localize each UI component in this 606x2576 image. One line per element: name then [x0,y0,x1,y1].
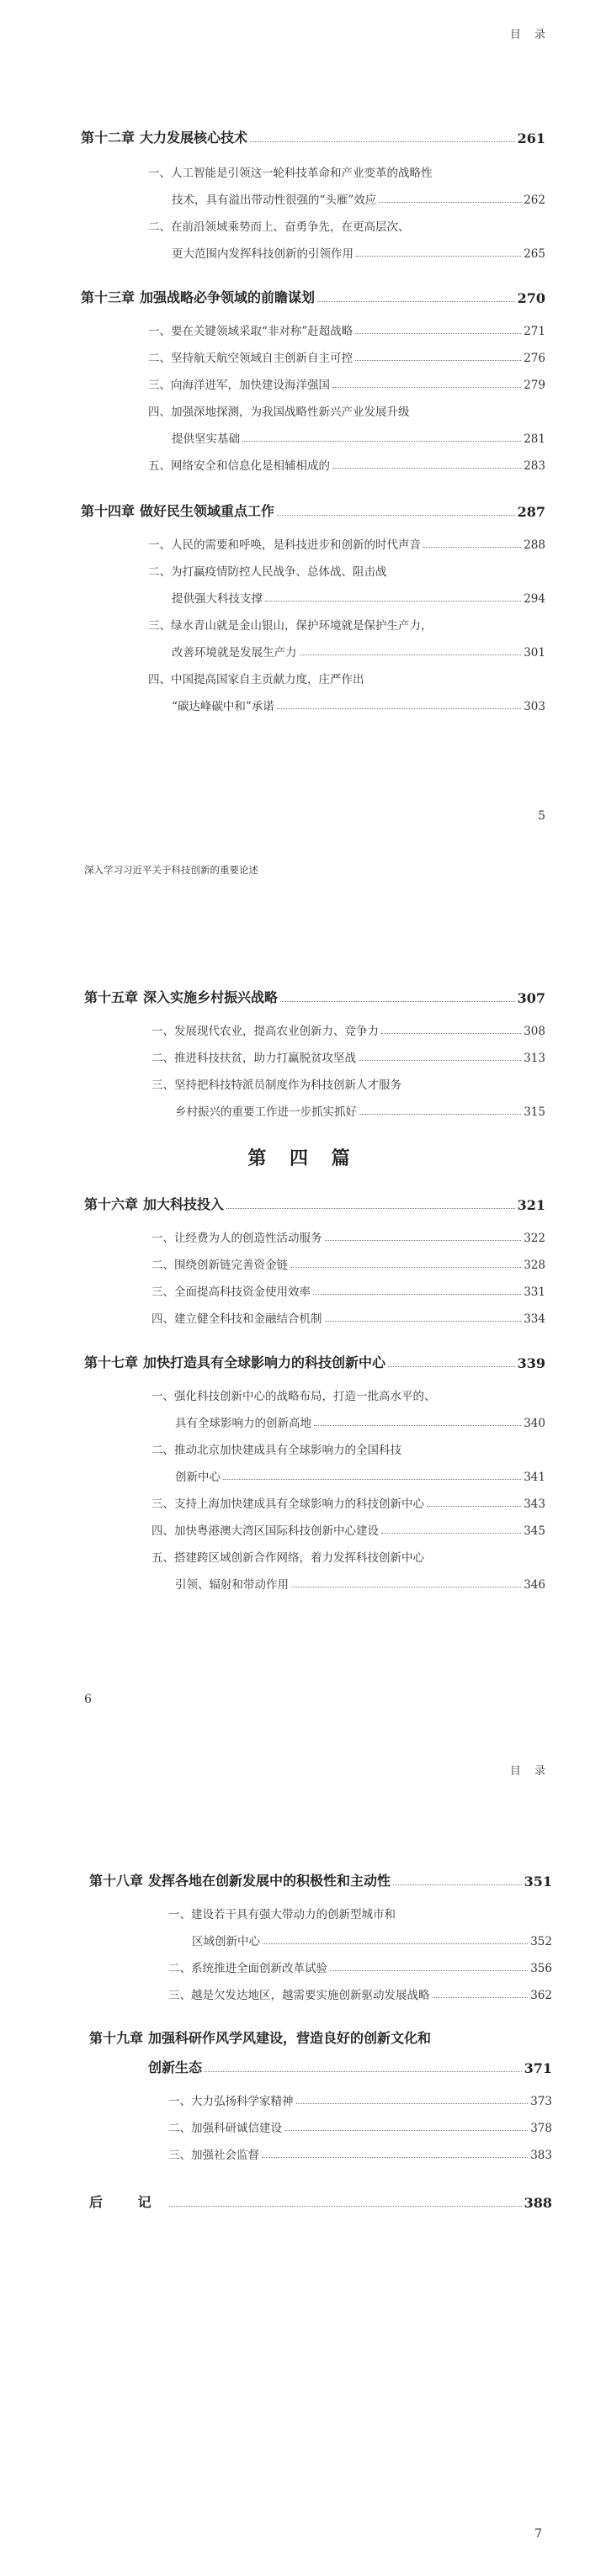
page-ref: 328 [524,1259,545,1272]
toc-section[interactable] [152,1073,545,1092]
toc-section[interactable] [148,454,545,473]
leader-dots [423,547,521,548]
chapter-title: 加强科研作风学风建设，营造良好的创新文化和 [148,2030,432,2046]
section-title: 四、加快粤港澳大湾区国际科技创新中心建设 [152,1524,379,1538]
leader-dots [330,1970,528,1971]
section-title: 二、为打赢疫情防控人民战争、总体战、阻击战 [148,565,387,579]
leader-dots [169,2206,522,2207]
section-title: 三、向海洋进军，加快建设海洋强国 [148,379,330,392]
section-title: 一、大力弘扬科学家精神 [168,2095,294,2108]
leader-dots [284,2130,528,2131]
page-ref: 346 [524,1578,545,1592]
toc-section[interactable] [152,1227,545,1245]
toc-section[interactable] [168,1903,552,1921]
section-title-cont: 具有全球影响力的创新高地 [175,1417,311,1430]
page-ref: 340 [524,1417,545,1430]
section-title: 二、围绕创新链完善资金链 [152,1259,288,1272]
leader-dots [317,301,515,302]
toc-section-cont[interactable] [172,641,545,660]
chapter-label: 第十七章 [84,1354,139,1370]
page-ref: 265 [524,247,545,261]
leader-dots [325,1240,522,1241]
toc-section[interactable] [148,533,545,552]
toc-section[interactable] [148,668,545,686]
page-ref: 271 [524,325,545,338]
leader-dots [226,1208,515,1209]
toc-section[interactable] [148,614,545,633]
page-ref: 356 [530,1962,552,1975]
page-ref: 288 [524,538,545,552]
leader-dots [359,1114,521,1115]
section-title: 五、网络安全和信息化是相辅相成的 [148,459,330,473]
chapter-title: 加强战略必争领域的前瞻谋划 [140,289,316,305]
chapter-label: 第十二章 [81,130,136,146]
leader-dots [263,1943,528,1944]
section-title: 一、建设若干具有强大带动力的创新型城市和 [168,1908,396,1921]
chapter-title: 大力发展核心技术 [140,130,248,146]
section-title-cont: 更大范围内发挥科技创新的引领作用 [172,247,354,261]
leader-dots [388,1366,515,1367]
page-ref: 362 [530,1989,552,2002]
section-title: 四、中国提高国家自主贡献力度，庄严作出 [148,673,364,686]
section-title: 三、绿水青山就是金山银山，保护环境就是保护生产力， [148,619,433,633]
section-title: 三、全面提高科技资金使用效率 [152,1285,311,1299]
page-ref: 276 [524,352,545,365]
toc-section[interactable] [148,347,545,365]
toc-section[interactable] [152,1047,545,1065]
leader-dots [277,515,515,516]
toc-section-cont[interactable] [175,1412,545,1430]
section-title-cont: 提供坚实基础 [172,432,240,446]
section-title-cont: 引领、辐射和带动作用 [175,1578,289,1592]
toc-section[interactable] [148,162,545,180]
section-title: 三、坚持把科技特派员制度作为科技创新人才服务 [152,1079,401,1092]
section-title: 三、加强社会监督 [168,2149,259,2162]
page-ref: 383 [530,2149,552,2162]
chapter-label: 第十九章 [89,2030,144,2046]
leader-dots [381,1033,521,1034]
page-header: 目 录 [509,29,550,41]
toc-chapter-17[interactable] [84,1351,545,1371]
page-header: 目 录 [509,1765,550,1778]
toc-postscript[interactable] [89,2191,552,2211]
page-ref: 270 [517,290,545,306]
leader-dots [332,387,521,388]
running-head: 深入学习习近平关于科技创新的重要论述 [84,864,258,876]
chapter-title-cont: 创新生态 [148,2059,203,2075]
page-number: 6 [84,1693,92,1706]
section-title: 五、搭建跨区域创新合作网络，着力发挥科技创新中心 [152,1551,424,1565]
page-ref: 378 [530,2122,552,2135]
section-title-cont: 改善环境就是发展生产力 [172,646,297,660]
leader-dots [242,441,521,442]
page-ref: 262 [524,193,545,207]
toc-section-cont[interactable] [172,587,545,606]
toc-section[interactable] [152,1254,545,1272]
chapter-title: 发挥各地在创新发展中的积极性和主动性 [148,1873,391,1889]
leader-dots [296,2103,529,2104]
page-ref: 281 [524,432,545,446]
leader-dots [314,1425,521,1426]
section-title: 二、加强科研诚信建设 [168,2122,282,2135]
section-title: 一、强化科技创新中心的战略布局，打造一批高水平的、 [152,1390,436,1403]
toc-section[interactable] [168,2090,552,2108]
page-ref: 279 [524,379,545,392]
leader-dots [265,601,521,602]
leader-dots [393,1884,522,1885]
section-title: 一、人民的需要和呼唤，是科技进步和创新的时代声音 [148,538,421,552]
section-title-cont: 创新中心 [175,1471,221,1484]
leader-dots [313,1294,521,1295]
leader-dots [355,333,521,334]
page-ref: 334 [524,1312,545,1326]
section-title: 二、推动北京加快建成具有全球影响力的全国科技 [152,1444,401,1457]
leader-dots [433,1997,529,1998]
toc-section[interactable] [152,1519,545,1538]
page-ref: 388 [524,2195,552,2211]
section-title: 一、发展现代农业，提高农业创新力、竞争力 [152,1025,379,1038]
page-ref: 339 [517,1355,545,1371]
leader-dots [280,1001,515,1002]
section-title: 一、人工智能是引领这一轮科技革命和产业变革的战略性 [148,167,433,180]
page-ref: 321 [517,1197,545,1213]
leader-dots [427,1506,521,1507]
page-ref: 283 [524,459,545,473]
section-title: 一、要在关键领域采取“非对称”赶超战略 [148,325,354,338]
toc-chapter-18[interactable] [89,1869,552,1890]
chapter-title: 做好民生领域重点工作 [140,503,275,519]
page-number: 7 [534,2527,542,2541]
toc-section-cont[interactable] [172,695,545,713]
toc-section-cont[interactable] [175,1100,545,1119]
chapter-label: 第十三章 [81,289,136,305]
toc-section[interactable] [168,2117,552,2135]
leader-dots [332,468,521,469]
page-ref: 261 [517,130,545,146]
toc-chapter-12[interactable] [81,126,545,146]
postscript-label: 后 记 [89,2194,167,2210]
page-ref: 308 [524,1025,545,1038]
toc-chapter-15[interactable] [84,986,545,1006]
toc-chapter-16[interactable] [84,1193,545,1213]
toc-section-cont[interactable] [172,242,545,261]
page-ref: 343 [524,1497,545,1511]
section-title-cont: 乡村振兴的重要工作进一步抓实抓好 [175,1105,357,1119]
section-title: 三、越是欠发达地区，越需要实施创新驱动发展战略 [168,1989,430,2002]
chapter-label: 第十八章 [89,1873,144,1889]
toc-section[interactable] [152,1439,545,1457]
section-title: 四、建立健全科技和金融结合机制 [152,1312,322,1326]
section-title: 四、加强深地探测，为我国战略性新兴产业发展升级 [148,405,410,419]
leader-dots [250,141,515,142]
toc-section[interactable] [152,1307,545,1326]
page-ref: 345 [524,1524,545,1538]
toc-section[interactable] [152,1280,545,1299]
page-ref: 322 [524,1232,545,1245]
chapter-label: 第十六章 [84,1196,139,1212]
page-ref: 313 [524,1052,545,1065]
page-ref: 307 [517,990,545,1006]
chapter-label: 第十五章 [84,989,139,1005]
page-number: 5 [538,809,545,823]
toc-section[interactable] [168,1984,552,2002]
toc-section[interactable] [152,1546,545,1565]
section-title-cont: 提供强大科技支撑 [172,592,263,606]
section-title-cont: 区域创新中心 [192,1935,260,1948]
chapter-label: 第十四章 [81,503,136,519]
page-ref: 331 [524,1285,545,1299]
section-title: 二、坚持航天航空领域自主创新自主可控 [148,352,353,365]
toc-section-cont[interactable] [175,1573,545,1592]
toc-chapter-19-cont[interactable] [148,2056,552,2076]
page-ref: 301 [524,646,545,660]
page-ref: 341 [524,1471,545,1484]
leader-dots [290,1267,521,1268]
page-ref: 287 [517,504,545,520]
toc-section[interactable] [168,2144,552,2162]
toc-section[interactable] [148,215,545,234]
page-ref: 294 [524,592,545,606]
toc-section-cont[interactable] [175,1466,545,1484]
toc-chapter-13[interactable] [81,286,545,306]
page-ref: 373 [530,2095,552,2108]
page-ref: 315 [524,1105,545,1119]
toc-section-cont[interactable] [192,1930,552,1948]
toc-section[interactable] [148,400,545,419]
part-title: 第 四 篇 [247,1148,359,1169]
page-ref: 352 [530,1935,552,1948]
toc-section[interactable] [152,1020,545,1038]
leader-dots [355,360,521,361]
leader-dots [379,202,521,203]
section-title: 二、在前沿领域乘势而上、奋勇争先，在更高层次、 [148,220,410,234]
toc-section-cont[interactable] [172,427,545,446]
section-title-cont: “碳达峰碳中和”承诺 [172,700,274,713]
section-title: 二、系统推进全面创新改革试验 [168,1962,327,1975]
leader-dots [205,2071,522,2072]
section-title: 二、推进科技扶贫，助力打赢脱贫攻坚战 [152,1052,356,1065]
toc-chapter-19[interactable] [89,2027,431,2048]
leader-dots [325,1321,522,1322]
section-title: 三、支持上海加快建成具有全球影响力的科技创新中心 [152,1497,424,1511]
leader-dots [223,1479,521,1480]
toc-section[interactable] [148,374,545,392]
toc-section-cont[interactable] [172,188,545,207]
leader-dots [277,708,521,709]
chapter-title: 深入实施乡村振兴战略 [143,989,279,1005]
toc-section[interactable] [148,320,545,338]
leader-dots [359,1060,521,1061]
page-ref: 351 [524,1874,552,1890]
toc-section[interactable] [152,1385,545,1403]
leader-dots [381,1533,521,1534]
section-title: 一、让经费为人的创造性活动服务 [152,1232,322,1245]
chapter-title: 加大科技投入 [143,1196,225,1212]
toc-section[interactable] [152,1492,545,1511]
chapter-title: 加快打造具有全球影响力的科技创新中心 [143,1354,386,1370]
page-ref: 371 [524,2060,552,2076]
toc-chapter-14[interactable] [81,500,545,520]
page-ref: 303 [524,700,545,713]
toc-section[interactable] [168,1957,552,1975]
section-title-cont: 技术，具有溢出带动性很强的“头雁”效应 [172,193,377,207]
leader-dots [356,256,521,257]
toc-section[interactable] [148,560,545,579]
leader-dots [262,2157,528,2158]
